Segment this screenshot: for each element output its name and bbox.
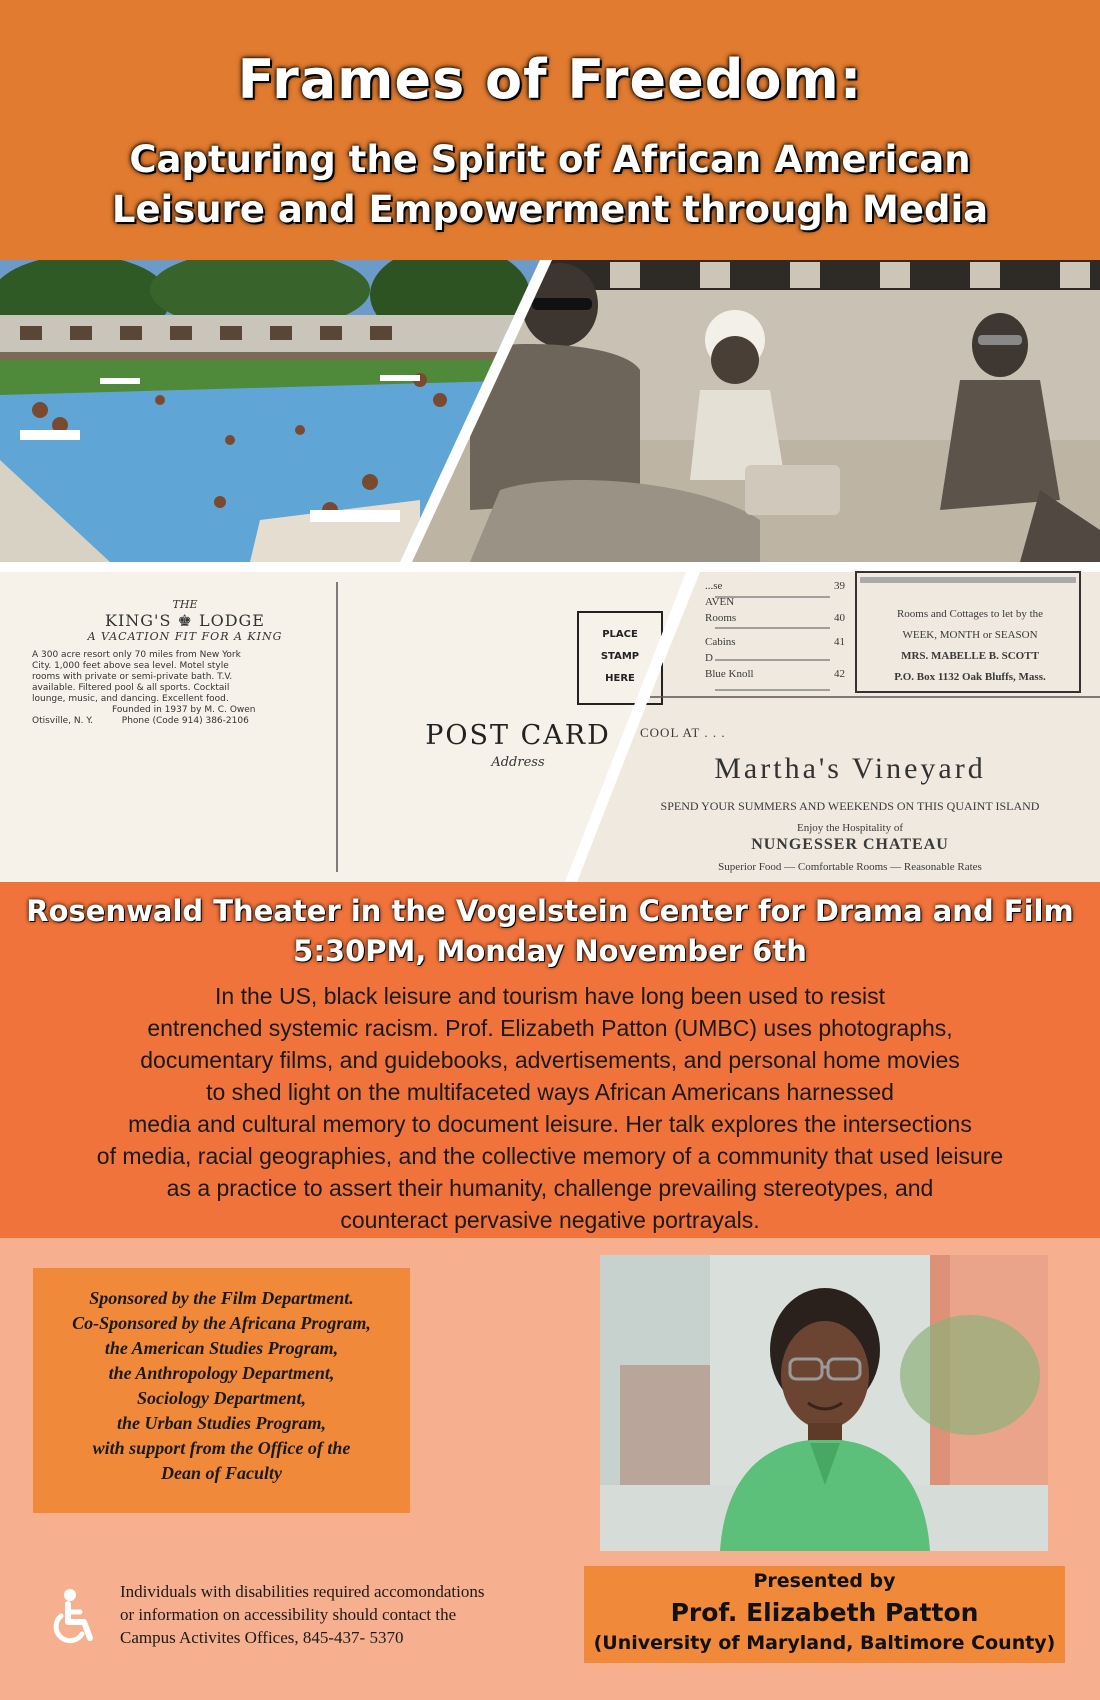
postcard-divider [0,562,1100,882]
features-text: Superior Food — Comfortable Rooms — Reasonable Rates [718,861,982,873]
cool-at-text: COOL AT . . . [640,725,726,740]
cottages-line: WEEK, MONTH or SEASON [902,629,1038,641]
photo-strip [0,260,1100,562]
directory-row: AVEN [705,596,735,608]
spend-summers-text: SPEND YOUR SUMMERS AND WEEKENDS ON THIS QUAINT ISLAND [660,799,1040,813]
event-venue: Rosenwald Theater in the Vogelstein Center for Drama and Film [26,894,1074,928]
accessibility-line: Individuals with disabilities required accomondations [120,1582,485,1601]
stamp-line: HERE [605,673,635,684]
beach-family-photo [0,260,1100,562]
sponsor-line: the Anthropology Department, [108,1363,335,1383]
accessibility-notice [120,1580,560,1649]
description-line: In the US, black leisure and tourism have long been used to resist [215,983,885,1009]
sponsor-line: Dean of Faculty [161,1463,282,1483]
cottages-line: P.O. Box 1132 Oak Bluffs, Mass. [894,671,1046,683]
accessibility-line: Campus Activites Offices, 845-437- 5370 [120,1628,404,1647]
speaker-portrait [600,1255,1048,1551]
header-banner [0,0,1100,260]
event-description [0,980,1100,1236]
presenter-box [584,1566,1065,1663]
crown-icon: ♚ [177,611,193,630]
directory-row: D [705,652,713,664]
postcard-strip [0,562,1100,882]
directory-row: Rooms 40 [705,612,845,624]
ad-name-right: LODGE [198,611,265,630]
ad-location: Otisville, N. Y. [32,716,93,726]
ad-phone: Phone (Code 914) 386-2106 [121,716,249,726]
stamp-line: STAMP [600,651,640,662]
directory-row: Blue Knoll 42 [705,668,845,680]
sponsors-box [33,1268,410,1513]
ad-body-line: A 300 acre resort only 70 miles from New York [32,650,241,660]
sponsor-line: with support from the Office of the [92,1438,351,1458]
description-line: to shed light on the multifaceted ways African Americans harnessed [206,1079,894,1105]
description-line: of media, racial geographies, and the collective memory of a community that used leisure [96,1143,1004,1169]
presenter-name: Prof. Elizabeth Patton [670,1598,979,1627]
event-info [0,882,1100,1238]
description-line: as a practice to assert their humanity, challenge prevailing stereotypes, and [166,1175,934,1201]
ad-body-line: City. 1,000 feet above sea level. Motel style [32,661,229,671]
chateau-name: NUNGESSER CHATEAU [751,836,949,853]
presented-by-label: Presented by [753,1570,896,1592]
sponsor-line: the American Studies Program, [104,1338,339,1358]
ad-body-line: rooms with private or semi-private bath. T.V. [32,672,233,682]
wheelchair-icon [48,1588,98,1646]
enjoy-text: Enjoy the Hospitality of [796,822,903,834]
description-line: documentary films, and guidebooks, advertisements, and personal home movies [140,1047,960,1073]
sponsor-line: Sponsored by the Film Department. [89,1288,354,1308]
marthas-vineyard-title: Martha's Vineyard [714,752,986,785]
cottages-line: Rooms and Cottages to let by the [896,608,1044,620]
description-line: counteract pervasive negative portrayals. [340,1207,760,1233]
sponsor-line: Co-Sponsored by the Africana Program, [72,1313,371,1333]
event-datetime: 5:30PM, Monday November 6th [293,934,807,968]
page-title: Frames of Freedom: [237,48,863,111]
accessibility-line: or information on accessibility should contact the [120,1605,457,1624]
ad-name-left: KING'S [105,611,172,630]
ad-tagline: A VACATION FIT FOR A KING [87,630,283,643]
ad-body-line: lounge, music, and dancing. Excellent food. [32,694,229,704]
post-card-title: POST CARD [425,720,611,751]
description-line: media and cultural memory to document leisure. Her talk explores the intersections [128,1111,972,1137]
subtitle-line: Leisure and Empowerment through Media [111,188,989,231]
address-label: Address [491,755,545,770]
ad-founded: Founded in 1937 by M. C. Owen [112,705,256,715]
presenter-affiliation: (University of Maryland, Baltimore County) [593,1632,1056,1654]
cottages-line: MRS. MABELLE B. SCOTT [901,650,1039,662]
directory-row: Cabins 41 [705,636,845,648]
stamp-line: PLACE [602,629,638,640]
sponsor-line: the Urban Studies Program, [116,1413,327,1433]
subtitle-line: Capturing the Spirit of African American [129,138,971,181]
description-line: entrenched systemic racism. Prof. Elizabeth Patton (UMBC) uses photographs, [147,1015,953,1041]
ad-the: THE [172,598,198,611]
page-subtitle [0,135,1100,235]
sponsor-line: Sociology Department, [137,1388,306,1408]
ad-body-line: available. Filtered pool & all sports. Cocktail [32,683,230,693]
directory-row: ...se 39 [705,580,845,592]
speaker-photo [600,1255,1048,1551]
